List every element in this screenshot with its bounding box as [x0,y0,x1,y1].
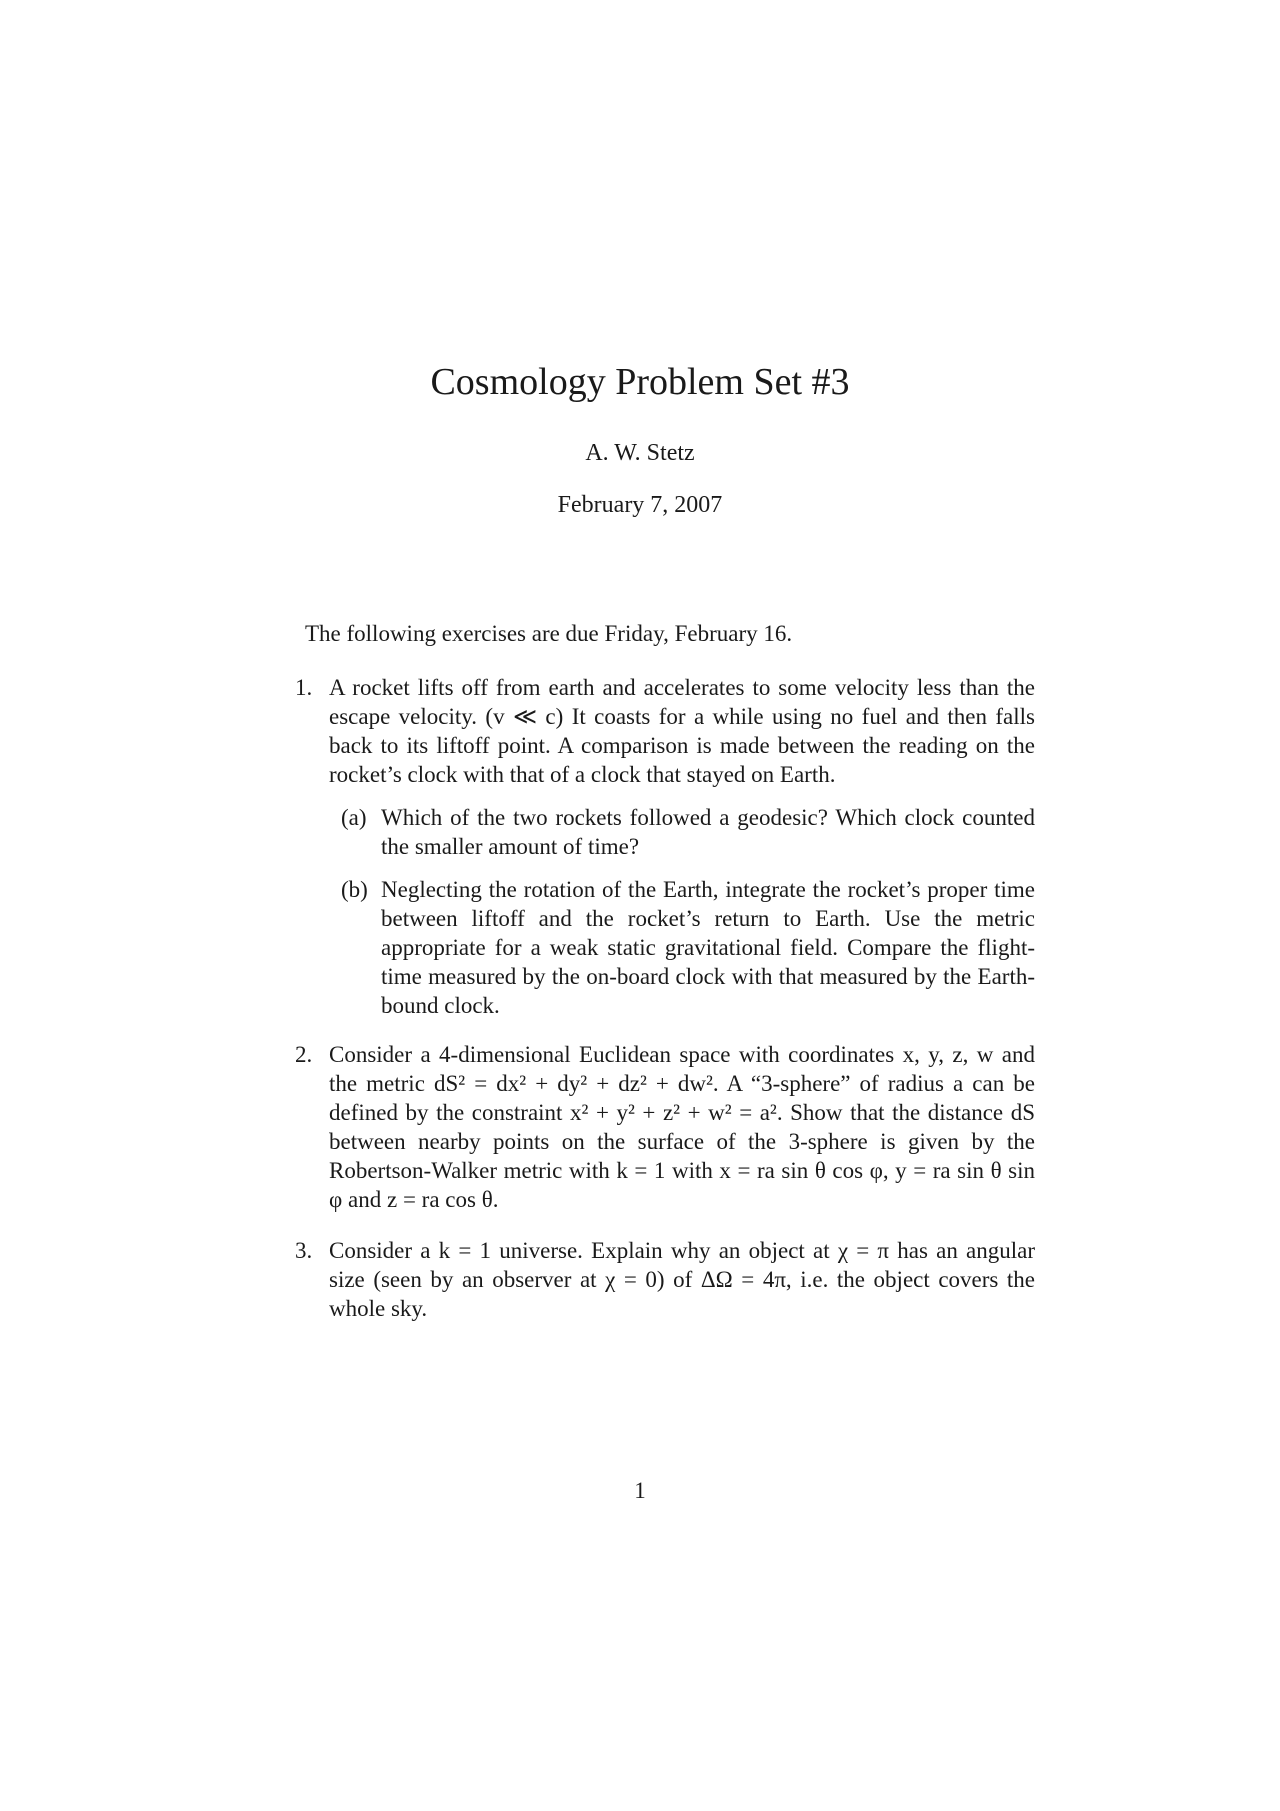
date: February 7, 2007 [557,492,723,518]
part-text: Neglecting the rotation of the Earth, integrate the rocket’s proper time between liftoff and the rocket’s return to Earth. Use the metric appropriate for a weak static gravitational field. Compare the flight-time measured by the on-board clock with that measured by the Earth-bound clock. [381,877,1035,1018]
part-label: (b) [341,877,368,902]
problem-1-part-b [329,875,1035,1020]
page-title: Cosmology Problem Set #3 [430,361,850,403]
problem-2 [295,1040,1035,1214]
problem-text: Consider a k = 1 universe. Explain why an object at χ = π has an angular size (seen by an observer at χ = 0) of ΔΩ = 4π, i.e. the object covers the whole sky. [329,1238,1035,1321]
problem-text: Consider a 4-dimensional Euclidean space with coordinates x, y, z, w and the metric dS² = dx² + dy² + dz² + dw². A “3-sphere” of radius a can be defined by the constraint x² + y² + z² + w² = a². Show that the distance dS between nearby points on the surface of the 3-sphere is given by the Robertson-Walker metric with k = 1 with x = ra sin θ cos φ, y = ra sin θ sin φ and z = ra cos θ. [329,1042,1035,1212]
problem-text: A rocket lifts off from earth and accelerates to some velocity less than the escape velocity. (v ≪ c) It coasts for a while using no fuel and then falls back to its liftoff point. A comparison is made between the reading on the rocket’s clock with that of a clock that stayed on Earth. [329,675,1035,787]
part-label: (a) [341,805,367,830]
problem-3 [295,1236,1035,1323]
problem-1 [295,673,1035,1020]
problem-number: 3. [295,1238,313,1263]
problem-number: 2. [295,1042,313,1067]
problem-1-part-a [329,803,1035,861]
part-text: Which of the two rockets followed a geodesic? Which clock counted the smaller amount of time? [381,805,1035,859]
intro-text: The following exercises are due Friday, February 16. [305,621,793,646]
problem-number: 1. [295,675,313,700]
author: A. W. Stetz [585,440,695,466]
page-number: 1 [634,1478,646,1503]
